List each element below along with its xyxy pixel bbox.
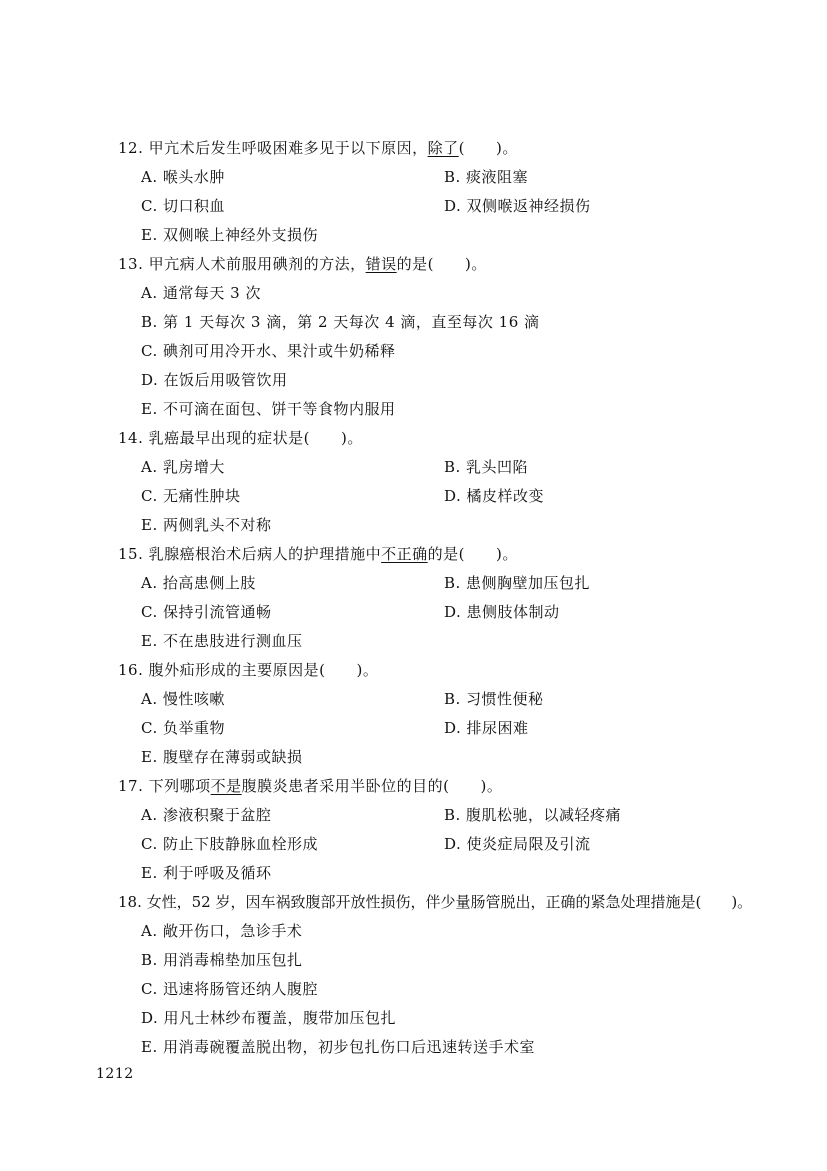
option-18-d: D. 用凡士林纱布覆盖，腹带加压包扎 (141, 1009, 397, 1027)
option-17-d: D. 使炎症局限及引流 (444, 835, 591, 853)
question-17-stem: 17. 下列哪项不是腹膜炎患者采用半卧位的目的( )。 (118, 777, 503, 795)
question-16-stem: 16. 腹外疝形成的主要原因是( )。 (118, 661, 379, 679)
option-17-a: A. 渗液积聚于盆腔 (141, 806, 272, 824)
option-16-d: D. 排尿困难 (444, 719, 529, 737)
option-16-e: E. 腹壁存在薄弱或缺损 (141, 748, 303, 766)
option-12-b: B. 痰液阻塞 (444, 168, 529, 186)
option-15-a: A. 抬高患侧上肢 (141, 574, 256, 592)
question-14-stem: 14. 乳癌最早出现的症状是( )。 (118, 429, 363, 447)
option-18-c: C. 迅速将肠管还纳人腹腔 (141, 980, 318, 998)
option-18-e: E. 用消毒碗覆盖脱出物，初步包扎伤口后迅速转送手术室 (141, 1038, 535, 1056)
question-13-stem: 13. 甲亢病人术前服用碘剂的方法，错误的是( )。 (118, 255, 487, 273)
question-18-stem: 18. 女性，52 岁，因车祸致腹部开放性损伤，伴少量肠管脱出，正确的紧急处理措施是( )。 (118, 893, 753, 911)
page-number: 1212 (96, 1066, 134, 1082)
option-16-c: C. 负举重物 (141, 719, 225, 737)
option-13-d: D. 在饭后用吸管饮用 (141, 371, 288, 389)
option-15-b: B. 患侧胸壁加压包扎 (444, 574, 591, 592)
option-13-a: A. 通常每天 3 次 (141, 284, 261, 302)
option-12-e: E. 双侧喉上神经外支损伤 (141, 226, 318, 244)
option-15-d: D. 患侧肢体制动 (444, 603, 560, 621)
option-14-e: E. 两侧乳头不对称 (141, 516, 272, 534)
option-16-a: A. 慢性咳嗽 (141, 690, 225, 708)
option-15-c: C. 保持引流管通畅 (141, 603, 272, 621)
option-14-c: C. 无痛性肿块 (141, 487, 241, 505)
option-17-e: E. 利于呼吸及循环 (141, 864, 272, 882)
option-12-d: D. 双侧喉返神经损伤 (444, 197, 591, 215)
option-14-d: D. 橘皮样改变 (444, 487, 545, 505)
option-17-c: C. 防止下肢静脉血栓形成 (141, 835, 318, 853)
emphasis-underline: 错误 (365, 255, 397, 273)
option-18-b: B. 用消毒棉垫加压包扎 (141, 951, 303, 969)
option-18-a: A. 敞开伤口，急诊手术 (141, 922, 303, 940)
option-13-e: E. 不可滴在面包、饼干等食物内服用 (141, 400, 396, 418)
option-12-a: A. 喉头水肿 (141, 168, 225, 186)
emphasis-underline: 不是 (210, 777, 242, 795)
option-16-b: B. 习惯性便秘 (444, 690, 544, 708)
option-15-e: E. 不在患肢进行测血压 (141, 632, 303, 650)
option-13-b: B. 第 1 天每次 3 滴，第 2 天每次 4 滴，直至每次 16 滴 (141, 313, 540, 331)
question-12-stem: 12. 甲亢术后发生呼吸困难多见于以下原因，除了( )。 (118, 139, 518, 157)
emphasis-underline: 除了 (427, 139, 459, 157)
emphasis-underline: 不正确 (381, 545, 428, 563)
option-14-a: A. 乳房增大 (141, 458, 225, 476)
option-12-c: C. 切口积血 (141, 197, 225, 215)
option-14-b: B. 乳头凹陷 (444, 458, 529, 476)
question-15-stem: 15. 乳腺癌根治术后病人的护理措施中不正确的是( )。 (118, 545, 518, 563)
option-17-b: B. 腹肌松驰，以减轻疼痛 (444, 806, 622, 824)
option-13-c: C. 碘剂可用冷开水、果汁或牛奶稀释 (141, 342, 396, 360)
